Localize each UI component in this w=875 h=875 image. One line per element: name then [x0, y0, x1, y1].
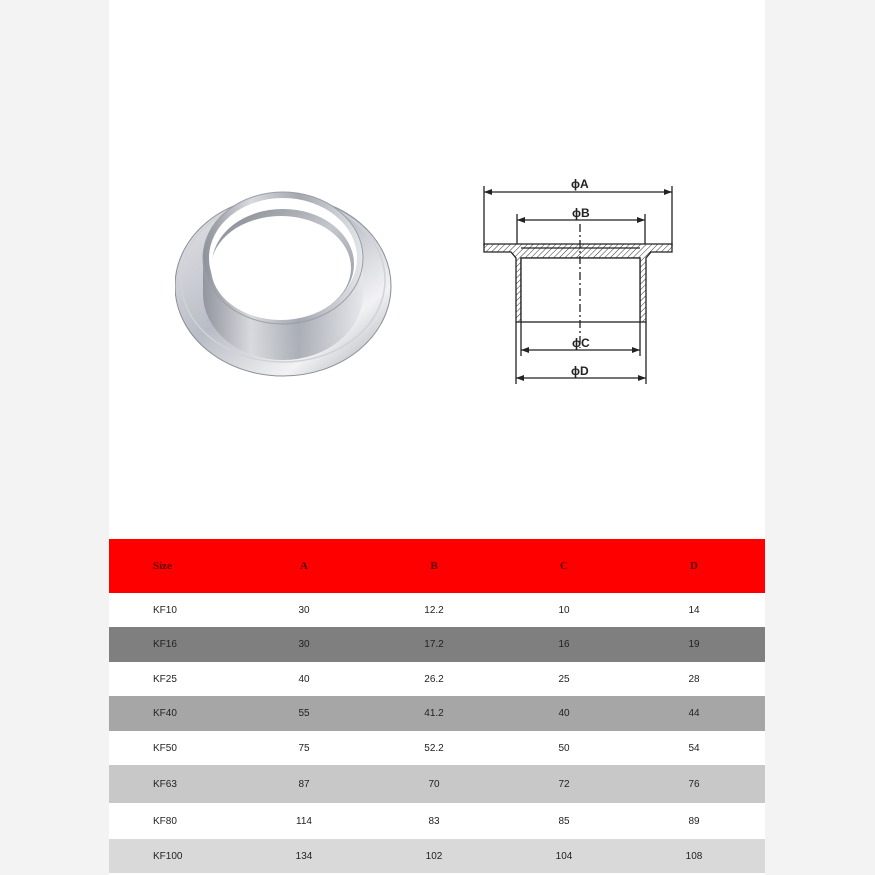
cell-size: KF25	[153, 673, 177, 685]
table-header	[109, 539, 765, 593]
cell-d: 44	[688, 708, 700, 719]
cell-b: 17.2	[424, 639, 444, 650]
cell-d: 54	[688, 742, 700, 754]
cell-c: 72	[558, 778, 570, 790]
cell-d: 89	[688, 815, 700, 827]
col-header-c: C	[560, 560, 568, 572]
col-header-a: A	[300, 560, 308, 572]
col-header-b: B	[430, 560, 438, 572]
cell-d: 14	[688, 604, 700, 616]
table-row	[109, 839, 765, 873]
cell-a: 134	[295, 850, 313, 862]
cell-size: KF63	[153, 778, 177, 790]
cell-a: 75	[298, 742, 310, 754]
cell-c: 10	[558, 604, 570, 616]
product-sheet	[109, 0, 765, 875]
dim-label-a: ϕA	[571, 177, 589, 191]
cell-d: 76	[688, 778, 700, 790]
dim-label-d: ϕD	[571, 364, 589, 378]
table-row	[109, 803, 765, 839]
table-row	[109, 662, 765, 696]
col-header-size: Size	[153, 560, 172, 572]
cell-a: 87	[298, 778, 310, 790]
cell-d: 19	[688, 639, 700, 650]
cell-b: 70	[428, 778, 440, 790]
table-row	[109, 593, 765, 627]
dim-label-c: ϕC	[572, 336, 590, 350]
cell-d: 28	[688, 673, 700, 685]
cell-size: KF50	[153, 742, 177, 754]
cell-b: 52.2	[424, 742, 444, 754]
spec-table	[109, 539, 765, 873]
cell-size: KF40	[153, 708, 177, 719]
dim-label-b: ϕB	[572, 206, 590, 220]
cell-c: 40	[558, 708, 570, 719]
table-row	[109, 696, 765, 731]
cross-section-drawing	[475, 172, 685, 386]
cell-a: 30	[298, 604, 310, 616]
table-row	[109, 731, 765, 765]
cell-b: 83	[428, 815, 440, 827]
cell-a: 55	[298, 708, 310, 719]
cell-b: 26.2	[424, 673, 444, 685]
cell-size: KF16	[153, 639, 177, 650]
cell-a: 114	[296, 815, 312, 827]
cell-c: 50	[558, 742, 570, 754]
cell-b: 12.2	[424, 604, 444, 616]
cell-c: 25	[558, 673, 570, 685]
col-header-d: D	[690, 560, 698, 572]
cell-b: 102	[425, 850, 443, 862]
cell-c: 85	[558, 815, 570, 827]
cell-b: 41.2	[424, 708, 444, 719]
cell-a: 30	[298, 639, 310, 650]
flange-photo	[175, 182, 397, 378]
cell-c: 104	[555, 850, 573, 862]
cell-a: 40	[298, 673, 310, 685]
cell-c: 16	[558, 639, 570, 650]
cell-size: KF10	[153, 604, 177, 616]
cell-size: KF80	[153, 815, 177, 827]
cell-size: KF100	[153, 850, 183, 862]
cell-d: 108	[685, 850, 703, 862]
table-row	[109, 627, 765, 662]
table-row	[109, 765, 765, 803]
